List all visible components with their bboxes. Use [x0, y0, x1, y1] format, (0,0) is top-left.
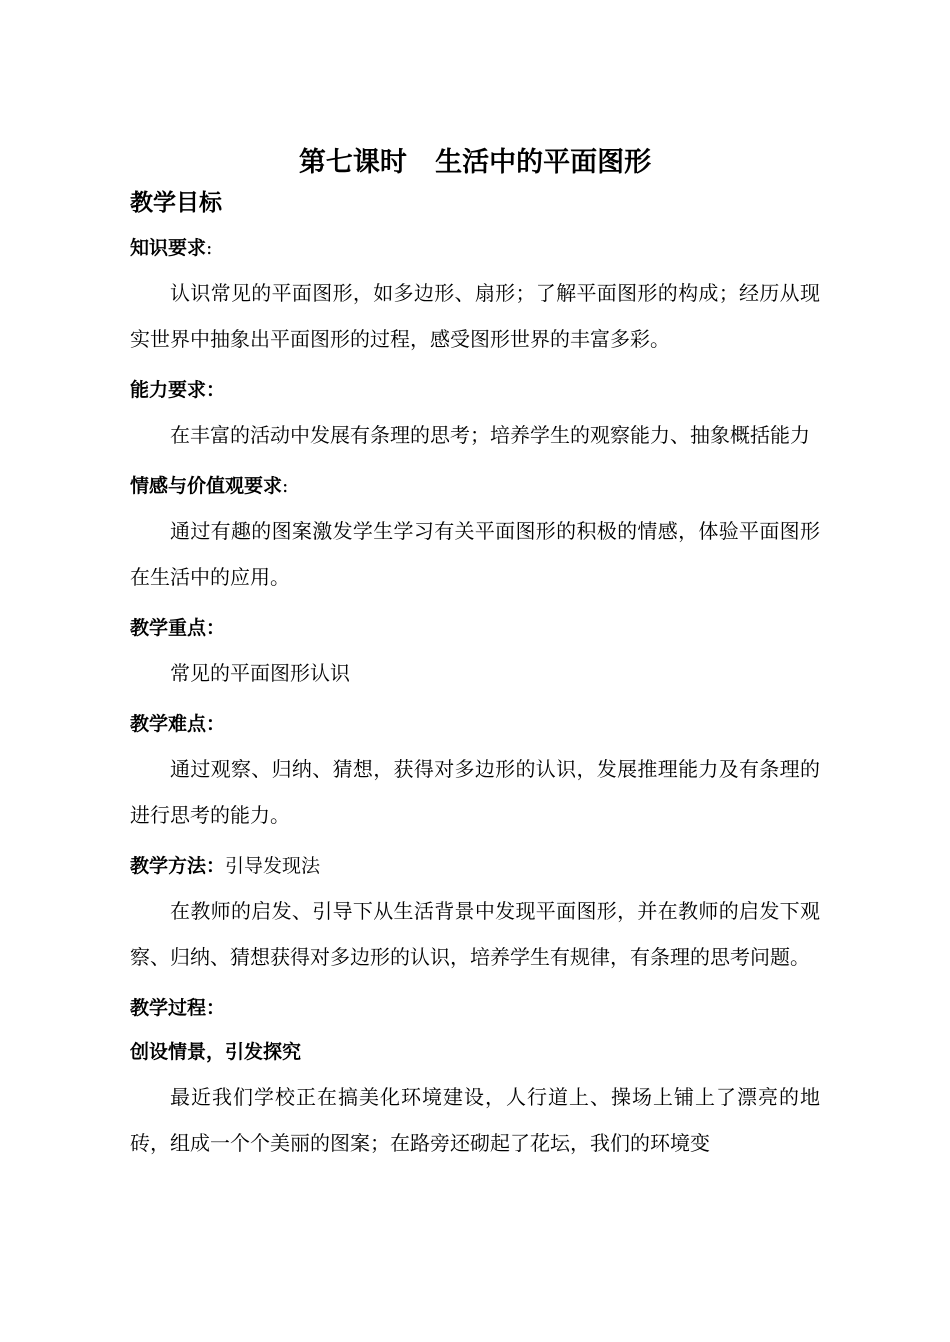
label-ability-requirements: 能力要求：	[130, 379, 226, 401]
paragraph-key-points: 常见的平面图形认识	[170, 661, 350, 685]
paragraph-knowledge: 认识常见的平面图形，如多边形、扇形；了解平面图形的构成；经历从现实世界中抽象出平面图形的过程，感受图形世界的丰富多彩。	[130, 281, 820, 351]
paragraph-teaching-method: 在教师的启发、引导下从生活背景中发现平面图形，并在教师的启发下观察、归纳、猜想获得对多边形的认识，培养学生有规律，有条理的思考问题。	[130, 899, 820, 969]
label-difficulties: 教学难点：	[130, 713, 226, 735]
label-create-scenario: 创设情景，引发探究	[130, 1041, 302, 1063]
label-emotion-requirements	[130, 464, 820, 508]
label-emotion-colon: :	[282, 475, 289, 497]
label-teaching-process: 教学过程：	[130, 997, 226, 1019]
paragraph-ability: 在丰富的活动中发展有条理的思考；培养学生的观察能力、抽象概括能力	[170, 423, 810, 447]
paragraph-scenario: 最近我们学校正在搞美化环境建设，人行道上、操场上铺上了漂亮的地砖，组成一个个美丽的图案；在路旁还砌起了花坛，我们的环境变	[130, 1085, 820, 1155]
label-method-text: 教学方法：	[130, 855, 226, 877]
label-teaching-method	[130, 844, 820, 888]
teaching-method-value: 引导发现法	[225, 855, 321, 877]
section-heading-teaching-goals: 教学目标	[130, 190, 222, 216]
label-key-points: 教学重点：	[130, 617, 226, 639]
label-emotion-text: 情感与价值观要求	[130, 475, 283, 497]
paragraph-difficulties: 通过观察、归纳、猜想，获得对多边形的认识，发展推理能力及有条理的进行思考的能力。	[130, 757, 820, 827]
label-knowledge-requirements	[130, 226, 820, 270]
document-body	[130, 180, 820, 1166]
label-knowledge-colon: :	[206, 237, 213, 259]
page-title: 第七课时 生活中的平面图形	[298, 147, 652, 178]
label-knowledge-text: 知识要求	[130, 237, 207, 259]
paragraph-emotion: 通过有趣的图案激发学生学习有关平面图形的积极的情感，体验平面图形在生活中的应用。	[130, 519, 820, 589]
